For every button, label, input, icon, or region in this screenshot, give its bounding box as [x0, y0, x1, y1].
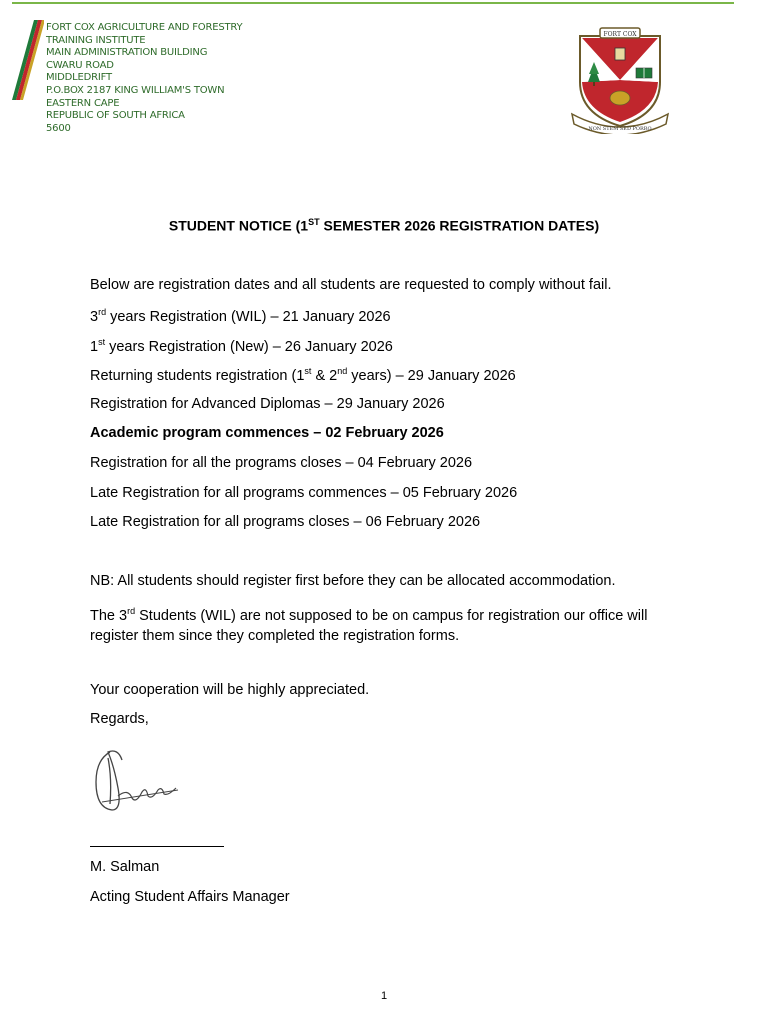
handwritten-signature	[88, 738, 188, 818]
ordinal-superscript: nd	[337, 366, 348, 376]
address-line: TRAINING INSTITUTE	[46, 34, 146, 46]
page-number: 1	[380, 990, 388, 1002]
date-text: years) – 29 January 2026	[347, 367, 516, 384]
date-third-years	[90, 307, 391, 325]
year-number: 1	[90, 338, 99, 355]
signatory-name: M. Salman	[90, 859, 160, 875]
institute-crest-logo	[570, 22, 670, 134]
address-line: MAIN ADMINISTRATION BUILDING	[46, 47, 208, 59]
date-first-years	[90, 337, 393, 355]
header-rule	[12, 2, 734, 4]
address-line: 5600	[46, 122, 71, 134]
notice-title	[0, 217, 768, 234]
date-text: years Registration (New) – 26 January 2026	[105, 338, 393, 355]
date-text: Returning students registration (1	[90, 367, 305, 384]
date-late-registration-commences: Late Registration for all programs commences – 05 February 2026	[90, 485, 518, 501]
date-advanced-diplomas: Registration for Advanced Diplomas – 29 January 2026	[90, 396, 445, 412]
title-superscript: ST	[308, 217, 320, 227]
signatory-role: Acting Student Affairs Manager	[90, 889, 290, 905]
address-line: MIDDLEDRIFT	[46, 72, 112, 84]
regards-text: Regards,	[90, 711, 149, 727]
ordinal-superscript: st	[98, 337, 106, 347]
date-late-registration-closes: Late Registration for all programs closes – 06 February 2026	[90, 514, 481, 530]
address-line: FORT COX AGRICULTURE AND FORESTRY	[46, 22, 243, 33]
date-returning-students	[90, 366, 516, 384]
crest-motto: NON STEM SED PORRO	[588, 126, 652, 132]
ordinal-superscript: rd	[98, 307, 107, 317]
address-line: CWARU ROAD	[46, 59, 114, 71]
date-text: & 2	[311, 367, 338, 384]
title-text: SEMESTER 2026 REGISTRATION DATES)	[319, 217, 600, 234]
intro-text: Below are registration dates and all students are requested to comply without fail.	[90, 277, 612, 293]
ordinal-superscript: st	[304, 366, 312, 376]
address-line: P.O.BOX 2187 KING WILLIAM'S TOWN	[46, 84, 225, 96]
crest-top-text: FORT COX	[603, 31, 637, 38]
title-text: STUDENT NOTICE (1	[168, 217, 309, 234]
signature-line	[90, 846, 224, 847]
logo-stripes	[10, 20, 44, 100]
date-text: years Registration (WIL) – 21 January 2026	[106, 308, 391, 325]
nb-note: NB: All students should register first before they can be allocated accommodation.	[90, 573, 616, 589]
address-line: REPUBLIC OF SOUTH AFRICA	[46, 110, 185, 122]
institute-address	[46, 22, 242, 135]
year-number: 3	[90, 308, 99, 325]
cooperation-text: Your cooperation will be highly appreciated.	[90, 682, 370, 698]
wil-note	[90, 601, 690, 646]
date-academic-commences: Academic program commences – 02 February 2026	[90, 425, 444, 441]
address-line: EASTERN CAPE	[46, 97, 120, 109]
wil-text: Students (WIL) are not supposed to be on campus for registration our office will register them since they completed the registration forms.	[90, 607, 648, 644]
ordinal-superscript: rd	[127, 606, 136, 616]
date-registration-closes: Registration for all the programs closes – 04 February 2026	[90, 455, 473, 471]
wil-text: The 3	[90, 607, 128, 624]
